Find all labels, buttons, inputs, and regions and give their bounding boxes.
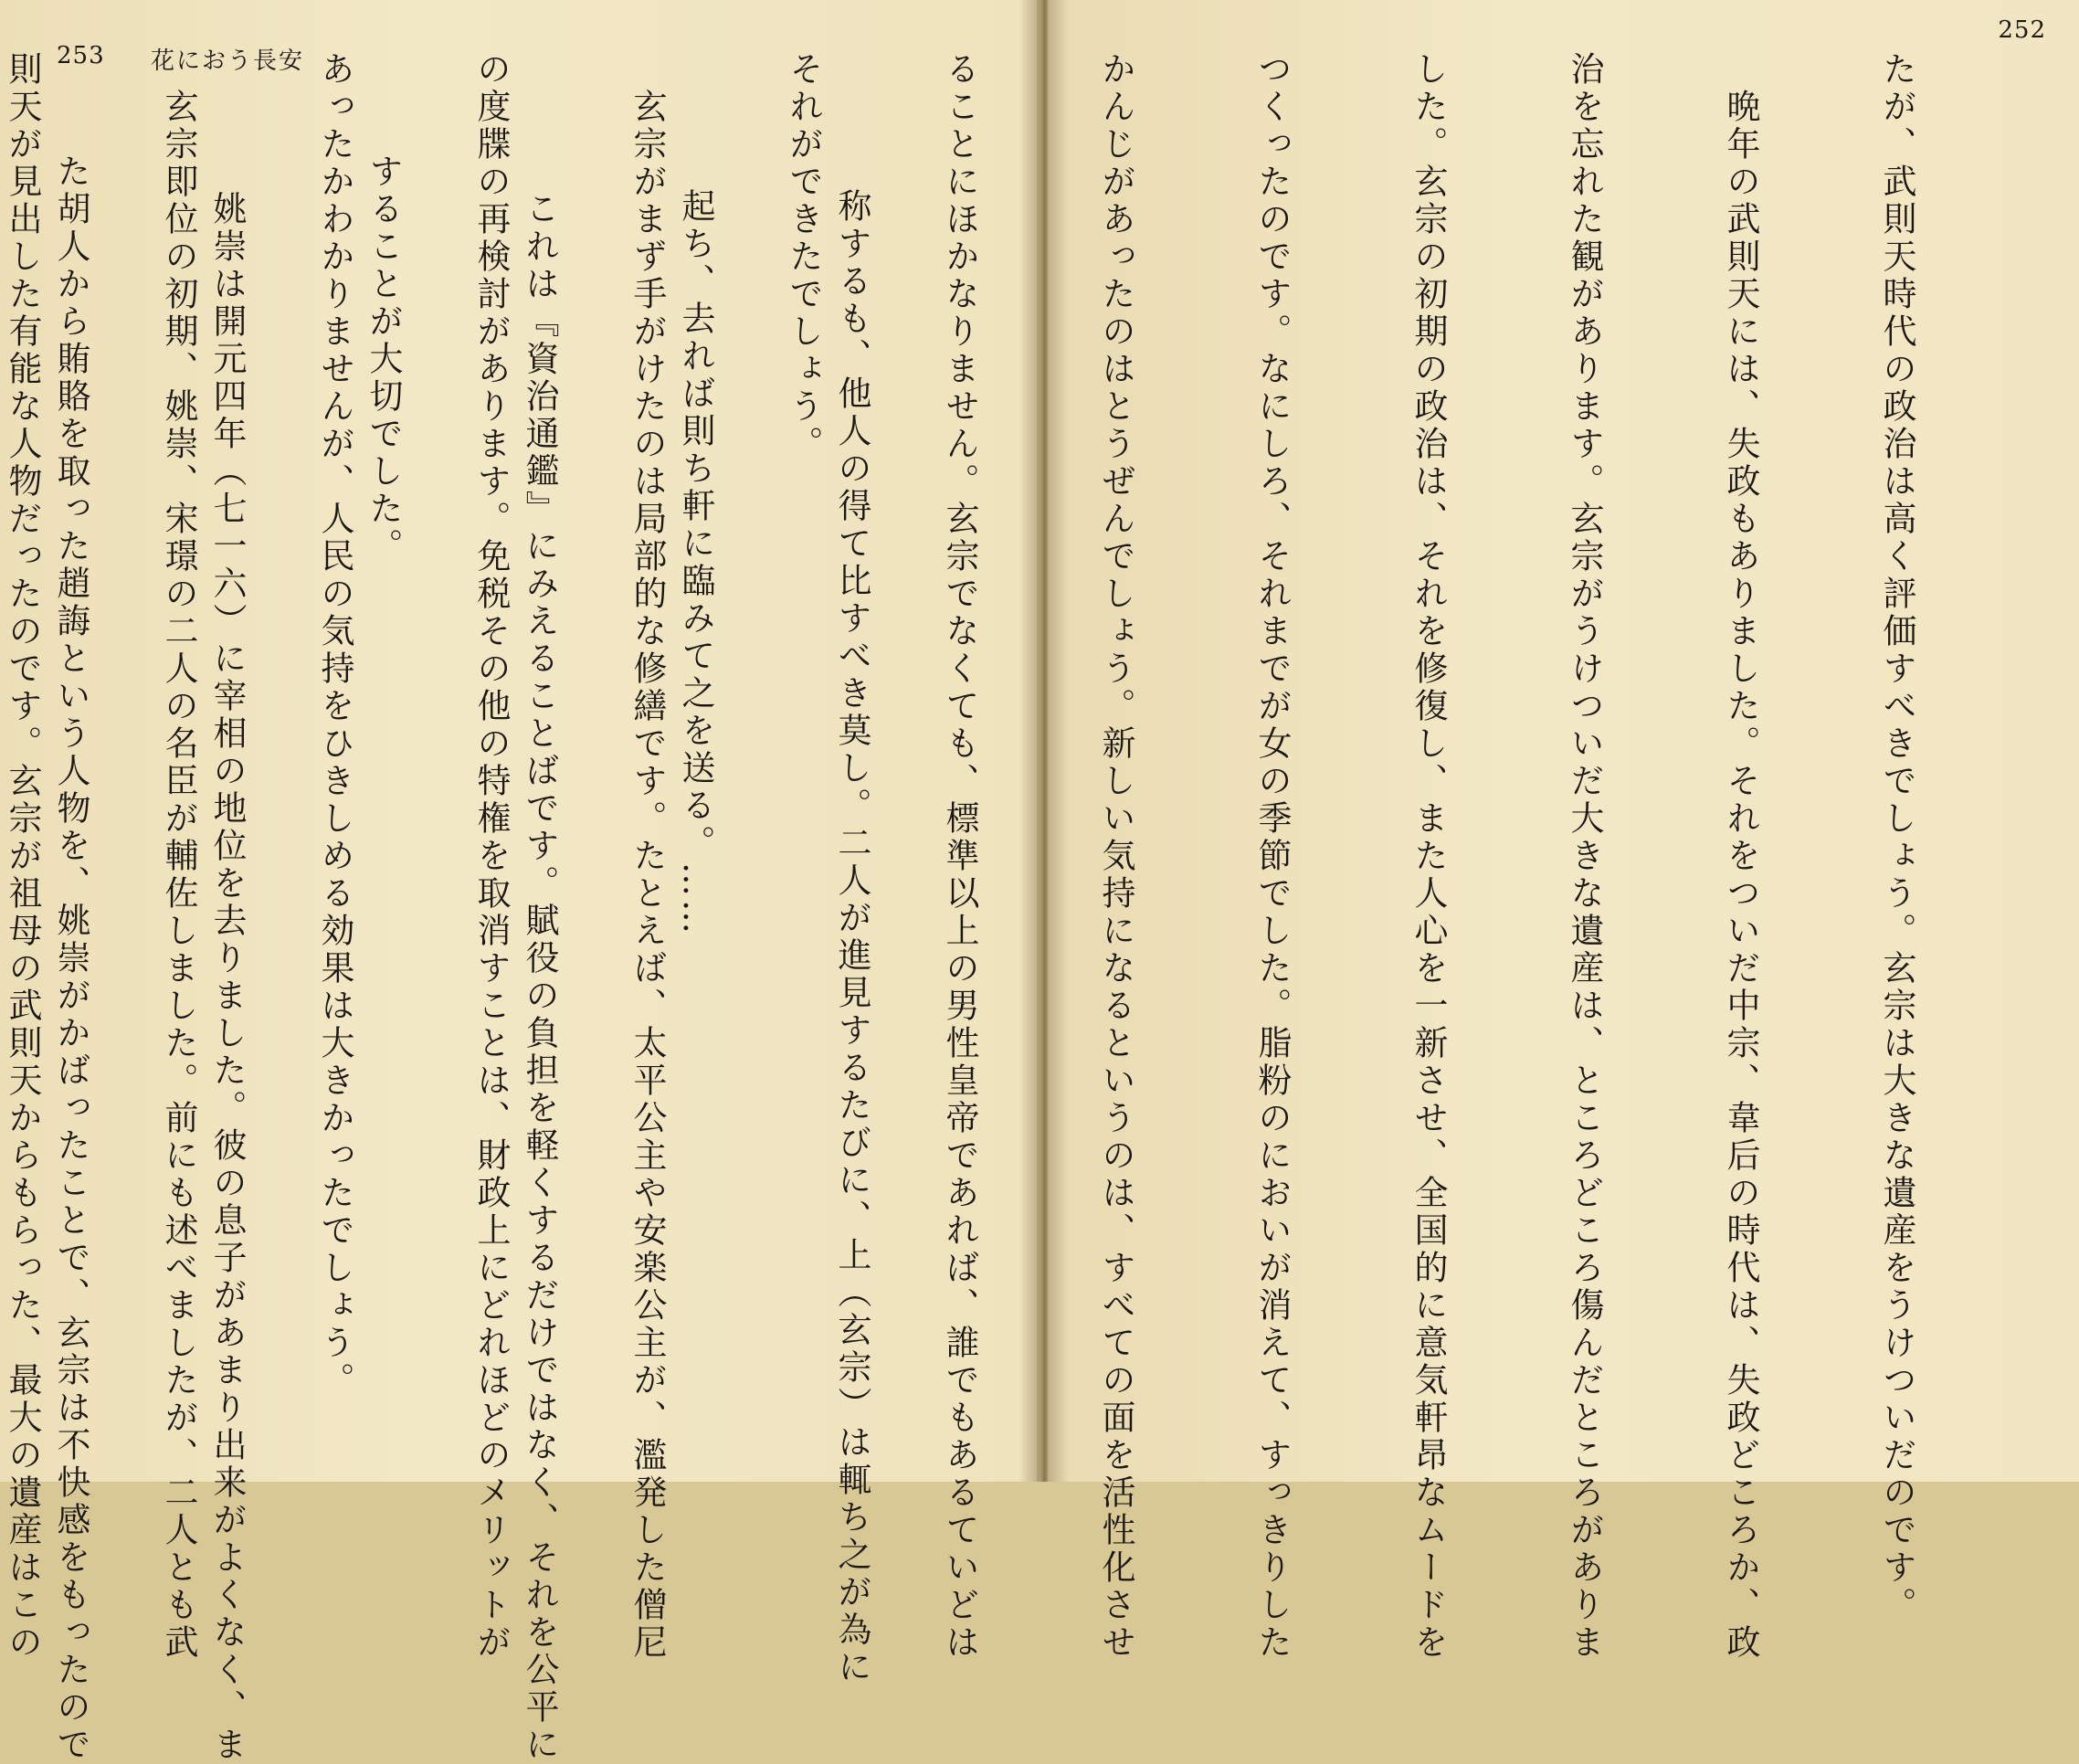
book-gutter [1018,0,1069,1482]
text-line: それができたでしょう。 [784,51,823,463]
text-line: これは『資治通鑑』にみえることばです。賦役の負担を軽くするだけではなく、それを公平に [520,153,559,1764]
page-number: 253 [57,42,105,69]
text-line: の度牒の再検討があります。免税その他の特権を取消すことは、財政上にどれほどのメリットが [471,51,511,1662]
page-number: 252 [1998,16,2046,44]
quotation-line: 起ち、去れば則ち軒に臨みて之を送る。…… [676,188,715,937]
text-line: 玄宗即位の初期、姚崇、宋璟の二人の名臣が輔佐しました。前にも述べましたが、二人とも武 [159,51,198,1662]
text-line: 玄宗がまず手がけたのは局部的な修繕です。たとえば、太平公主や安楽公主が、濫発した僧尼 [628,51,667,1662]
text-line: つくったのです。なにしろ、それまでが女の季節でした。脂粉のにおいが消えて、すっきりした [1252,51,1292,1662]
text-line: ることにほかなりません。玄宗でなくても、標準以上の男性皇帝であれば、誰でもあるていどは [940,51,979,1662]
text-line: あったかわかりませんが、人民の気持をひきしめる効果は大きかったでしょう。 [315,51,354,1400]
text-line: 則天が見出した有能な人物だったのです。玄宗が祖母の武則天からもらった、最大の遺産はこの [3,51,42,1662]
running-head: 花におう長安 [151,48,305,75]
text-line: かんじがあったのはとうぜんでしょう。新しい気持になるというのは、すべての面を活性化させ [1096,51,1135,1662]
text-line: した。玄宗の初期の政治は、それを修復し、また人心を一新させ、全国的に意気軒昂なムードを [1409,51,1448,1662]
text-line: 治を忘れた観があります。玄宗がうけついだ大きな遺産は、ところどころ傷んだところがありま [1565,51,1604,1662]
text-line: たが、武則天時代の政治は高く評価すべきでしょう。玄宗は大きな遺産をうけついだのです。 [1877,51,1916,1624]
body-text [0,51,2027,1764]
text-line: 姚崇は開元四年（七一六）に宰相の地位を去りました。彼の息子があまり出来がよくなく、ま [207,153,247,1764]
text-line: することが大切でした。 [364,153,403,565]
quotation-line: 称するも、他人の得て比すべき莫し。二人が進見するたびに、上（玄宗）は輒ち之が為に [832,188,871,1686]
text-line: た胡人から賄賂を取った趙誨という人物を、姚崇がかばったことで、玄宗は不快感をもったので [51,153,90,1764]
text-line: 晩年の武則天には、失政もありました。それをついだ中宗、韋后の時代は、失政どころか、政 [1721,51,1760,1662]
